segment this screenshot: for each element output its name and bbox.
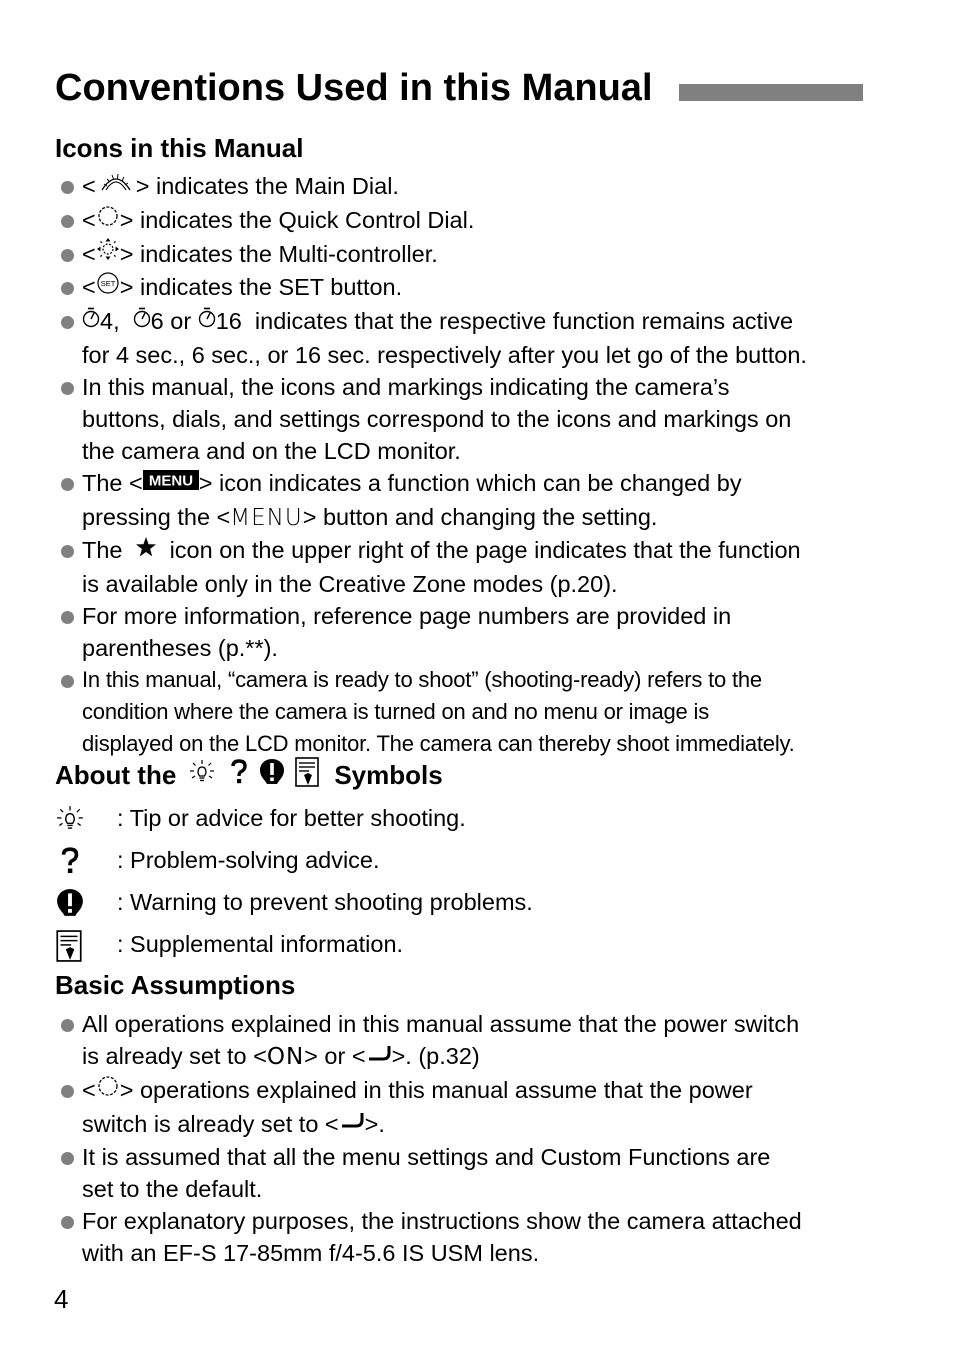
symbols-list xyxy=(55,800,755,968)
question-icon xyxy=(228,758,250,792)
list-item-power-switch: All operations explained in this manual assume that the power switch is already set to <ON> or < >. (p.32) xyxy=(58,1008,878,1074)
symbols-heading: About the Symbols xyxy=(55,757,443,793)
bullet-icon xyxy=(61,1085,74,1098)
warning-icon xyxy=(55,888,85,923)
menu-icon xyxy=(143,467,199,499)
multi-controller-icon xyxy=(96,237,120,269)
timer-icon xyxy=(82,305,100,337)
power-switch-position-icon xyxy=(339,1107,365,1139)
on-word: ON xyxy=(266,1044,305,1070)
list-item-icons-markings: In this manual, the icons and markings indicating the camera’s buttons, dials, and settings correspond to the icons and markings on the camera and on the LCD monitor. xyxy=(58,371,878,467)
bullet-icon xyxy=(61,382,74,395)
bullet-icon xyxy=(61,215,74,228)
list-item-menu-icon: The < MENU > icon indicates a function which can be changed by pressing the <MENU> button and changing the setting. xyxy=(58,467,878,534)
bullet-icon xyxy=(61,1019,74,1032)
bullet-icon xyxy=(61,249,74,262)
star-icon xyxy=(135,534,157,566)
bullet-icon xyxy=(61,1216,74,1229)
list-item-set-button: < SET > indicates the SET button. xyxy=(58,271,878,305)
power-switch-position-icon xyxy=(366,1040,392,1072)
list-item-star: The icon on the upper right of the page indicates that the function is available only in the Creative Zone modes (p.20). xyxy=(58,534,878,600)
icons-heading: Icons in this Manual xyxy=(55,133,304,163)
bullet-icon xyxy=(61,611,74,624)
menu-word: MENU xyxy=(230,504,303,531)
title-decoration-bar xyxy=(679,84,863,101)
menu-icon-label: MENU xyxy=(148,472,193,490)
symbol-row-supplemental: : Supplemental information. xyxy=(55,926,755,968)
assumptions-list xyxy=(58,1008,878,1269)
symbol-row-tip: : Tip or advice for better shooting. xyxy=(55,800,755,842)
list-item-quick-control-dial: < > indicates the Quick Control Dial. xyxy=(58,204,878,238)
main-dial-icon xyxy=(96,170,136,202)
timer-icon xyxy=(133,305,151,337)
bullet-icon xyxy=(61,478,74,491)
list-item-multi-controller: < > indicates the Multi-controller. xyxy=(58,238,878,272)
icons-list xyxy=(58,170,878,760)
list-item-lens: For explanatory purposes, the instructions show the camera attached with an EF-S 17-85mm f/4-5.6 IS USM lens. xyxy=(58,1205,878,1269)
list-item-shooting-ready: In this manual, “camera is ready to shoot” (shooting-ready) refers to the condition where the camera is turned on and no menu or image is displayed on the LCD monitor. The camera can thereby shoot immediately. xyxy=(58,664,878,760)
set-button-icon xyxy=(96,271,120,303)
warning-icon xyxy=(258,758,286,792)
bullet-icon xyxy=(61,181,74,194)
list-item-default-settings: It is assumed that all the menu settings and Custom Functions are set to the default. xyxy=(58,1141,878,1205)
tip-icon xyxy=(188,758,216,792)
page-title: Conventions Used in this Manual xyxy=(55,67,653,109)
bullet-icon xyxy=(61,545,74,558)
note-icon xyxy=(294,757,320,793)
list-item-qcd-operations: < > operations explained in this manual assume that the power switch is already set to < >. xyxy=(58,1074,878,1142)
tip-icon xyxy=(55,804,85,839)
set-button-label: SET xyxy=(100,279,116,289)
page-number: 4 xyxy=(54,1284,69,1314)
assumptions-heading: Basic Assumptions xyxy=(55,970,296,1000)
quick-control-dial-icon xyxy=(96,204,120,236)
list-item-timer: 4, 6 or 16 indicates that the respective function remains active for 4 sec., 6 sec., or 16 sec. respectively after you let go of the button. xyxy=(58,305,878,371)
note-icon xyxy=(55,930,83,967)
list-item-main-dial: < > indicates the Main Dial. xyxy=(58,170,878,204)
timer-icon xyxy=(198,305,216,337)
question-icon xyxy=(55,846,85,881)
bullet-icon xyxy=(61,282,74,295)
bullet-icon xyxy=(61,675,74,688)
bullet-icon xyxy=(61,1152,74,1165)
bullet-icon xyxy=(61,316,74,329)
symbol-row-warning: : Warning to prevent shooting problems. xyxy=(55,884,755,926)
list-item-page-reference: For more information, reference page numbers are provided in parentheses (p.**). xyxy=(58,600,878,664)
quick-control-dial-icon xyxy=(96,1074,120,1106)
symbol-row-problem: : Problem-solving advice. xyxy=(55,842,755,884)
